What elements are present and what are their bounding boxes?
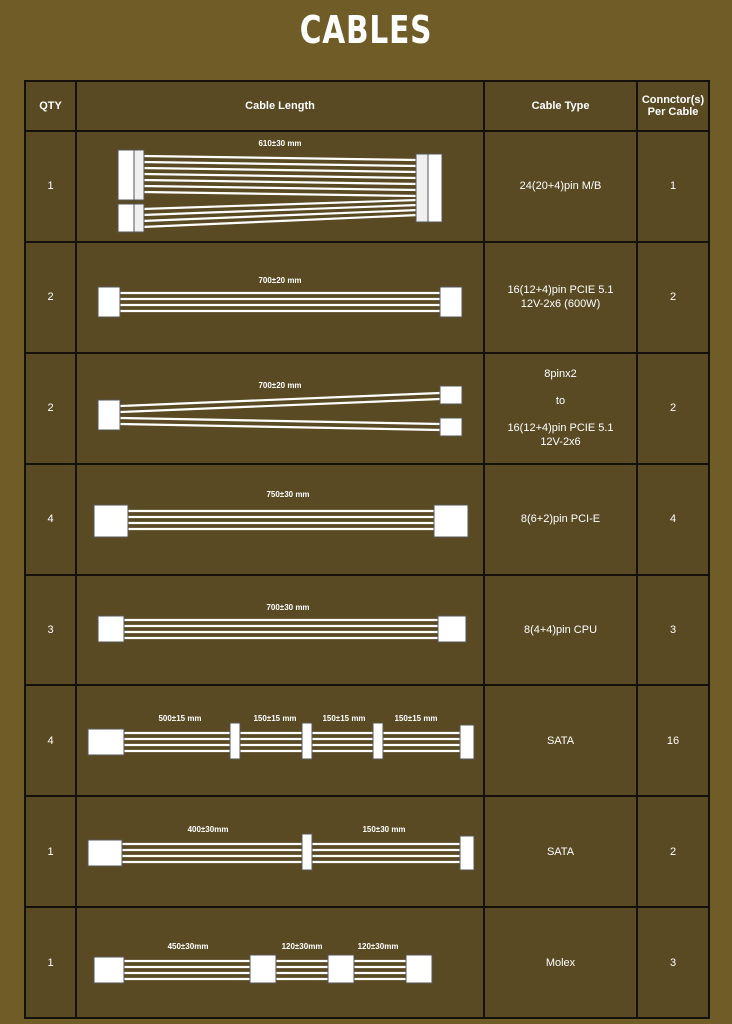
table-row — [25, 242, 709, 353]
cable-diagram-cell — [76, 353, 484, 464]
sata-connector-icon — [460, 836, 474, 870]
qty-cell: 1 — [25, 131, 76, 242]
cable-length-label: 120±30mm — [281, 941, 323, 951]
cable-spec-table — [24, 80, 710, 1019]
cable-diagram-cell — [76, 796, 484, 907]
cable-diagram-cell — [76, 575, 484, 686]
cable-length-label: 150±15 mm — [394, 713, 438, 723]
header-connectors-per-cable: Connctor(s) Per Cable — [637, 81, 709, 131]
cable-type-cell: 8pinx2 to 16(12+4)pin PCIE 5.1 12V-2x6 — [484, 353, 637, 464]
cable-length-label: 500±15 mm — [158, 713, 202, 723]
table-row — [25, 907, 709, 1018]
qty-cell: 3 — [25, 575, 76, 686]
cable-length-label: 400±30mm — [187, 824, 229, 834]
qty-cell: 1 — [25, 907, 76, 1018]
page-title: CABLES — [299, 8, 433, 52]
cable-length-label: 700±30 mm — [266, 602, 310, 612]
sata-connector-icon — [460, 725, 474, 759]
table-row — [25, 464, 709, 575]
table-row — [25, 353, 709, 464]
molex-connector-icon — [406, 955, 432, 983]
cable-8pinx2-to-16pin-diagram — [78, 356, 482, 460]
sata-connector-icon — [302, 723, 312, 759]
connectors-cell: 16 — [637, 685, 709, 796]
connector-16pin-icon — [98, 287, 120, 317]
cable-type-cell: Molex — [484, 907, 637, 1018]
cable-sata-diagram — [78, 689, 482, 793]
sata-connector-icon — [230, 723, 240, 759]
molex-connector-icon — [250, 955, 276, 983]
table-row — [25, 575, 709, 686]
connector-16pin-icon — [440, 287, 462, 317]
qty-cell: 2 — [25, 353, 76, 464]
connector-20pin-icon — [118, 150, 136, 200]
connectors-cell: 2 — [637, 353, 709, 464]
connector-6pin-icon — [88, 840, 122, 866]
header-cable-length: Cable Length — [76, 81, 484, 131]
sata-connector-icon — [302, 834, 312, 870]
qty-cell: 2 — [25, 242, 76, 353]
cable-type-cell: 8(6+2)pin PCI-E — [484, 464, 637, 575]
molex-connector-icon — [328, 955, 354, 983]
cable-8pin-pcie-diagram — [78, 467, 482, 571]
qty-cell: 4 — [25, 464, 76, 575]
connectors-cell: 3 — [637, 575, 709, 686]
cable-length-label: 150±30 mm — [362, 824, 406, 834]
connector-8pin-cpu-icon — [98, 616, 124, 642]
connectors-cell: 2 — [637, 796, 709, 907]
connectors-cell: 3 — [637, 907, 709, 1018]
connector-16pin-icon — [98, 400, 120, 430]
connector-8pin-cpu-icon — [438, 616, 466, 642]
cable-type-cell: 16(12+4)pin PCIE 5.1 12V-2x6 (600W) — [484, 242, 637, 353]
connector-8pin-pcie-icon — [434, 505, 468, 537]
cable-diagram-cell — [76, 242, 484, 353]
cable-length-label: 750±30 mm — [266, 490, 310, 500]
cable-length-label: 120±30mm — [357, 941, 399, 951]
cable-type-cell: SATA — [484, 685, 637, 796]
connector-8pin-icon — [440, 386, 462, 404]
connector-6pin-icon — [88, 729, 124, 755]
qty-cell: 4 — [25, 685, 76, 796]
cable-length-label: 150±15 mm — [322, 713, 366, 723]
header-qty: QTY — [25, 81, 76, 131]
table-row — [25, 685, 709, 796]
cable-diagram-cell — [76, 131, 484, 242]
cable-16pin-pcie-diagram — [78, 245, 482, 349]
cable-length-label: 610±30 mm — [258, 139, 302, 149]
sata-connector-icon — [373, 723, 383, 759]
cable-8pin-cpu-diagram — [78, 578, 482, 682]
connectors-cell: 4 — [637, 464, 709, 575]
cable-length-label: 150±15 mm — [253, 713, 297, 723]
cable-type-cell: 8(4+4)pin CPU — [484, 575, 637, 686]
cable-molex-diagram — [78, 911, 482, 1015]
table-row — [25, 131, 709, 242]
connector-6pin-icon — [94, 957, 124, 983]
connector-8pin-icon — [440, 418, 462, 436]
cable-diagram-cell — [76, 685, 484, 796]
connectors-cell: 1 — [637, 131, 709, 242]
qty-cell: 1 — [25, 796, 76, 907]
table-row — [25, 796, 709, 907]
cable-type-cell: 24(20+4)pin M/B — [484, 131, 637, 242]
cable-length-label: 700±20 mm — [258, 381, 302, 391]
table-header-row — [25, 81, 709, 131]
connector-4pin-icon — [118, 204, 136, 232]
cable-diagram-cell — [76, 464, 484, 575]
cable-type-cell: SATA — [484, 796, 637, 907]
cable-diagram-cell — [76, 907, 484, 1018]
cable-24pin-mb-diagram — [78, 134, 482, 238]
header-cable-type: Cable Type — [484, 81, 637, 131]
connectors-cell: 2 — [637, 242, 709, 353]
cable-length-label: 700±20 mm — [258, 276, 302, 286]
cable-length-label: 450±30mm — [167, 941, 209, 951]
connector-8pin-pcie-icon — [94, 505, 128, 537]
cable-sata-2-diagram — [78, 800, 482, 904]
